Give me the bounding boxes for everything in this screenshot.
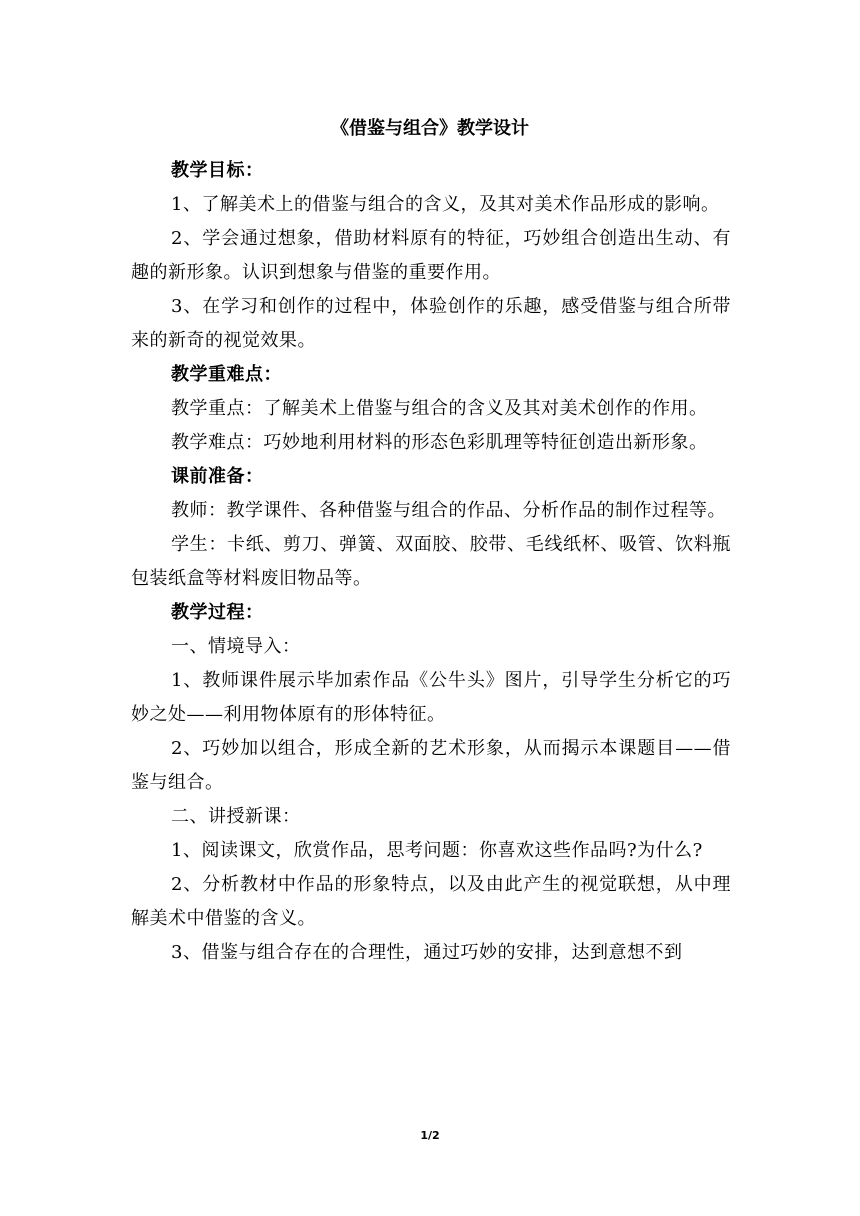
paragraph: 1、阅读课文，欣赏作品，思考问题：你喜欢这些作品吗?为什么? [171, 840, 703, 861]
section-heading: 教学重难点： [171, 364, 282, 385]
section-heading: 教学目标： [171, 160, 264, 181]
paragraph: 二、讲授新课： [171, 806, 301, 827]
paragraph: 教学重点：了解美术上借鉴与组合的含义及其对美术创作的作用。 [171, 398, 708, 419]
document-title: 《借鉴与组合》教学设计 [331, 118, 529, 139]
paragraph: 1、了解美术上的借鉴与组合的含义，及其对美术作品形成的影响。 [171, 194, 720, 215]
paragraph: 2、学会通过想象，借助材料原有的特征，巧妙组合创造出生动、有趣的新形象。认识到想象与借鉴的重要作用。 [131, 228, 731, 283]
paragraph: 教学难点：巧妙地利用材料的形态色彩肌理等特征创造出新形象。 [171, 432, 708, 453]
document-body [131, 154, 731, 970]
page-number: 1/2 [420, 1129, 440, 1142]
paragraph: 2、分析教材中作品的形象特点，以及由此产生的视觉联想，从中理解美术中借鉴的含义。 [131, 874, 731, 929]
paragraph: 1、教师课件展示毕加索作品《公牛头》图片，引导学生分析它的巧妙之处——利用物体原有的形体特征。 [131, 670, 731, 725]
section-heading: 课前准备： [171, 466, 264, 487]
paragraph: 教师：教学课件、各种借鉴与组合的作品、分析作品的制作过程等。 [171, 500, 726, 521]
paragraph: 2、巧妙加以组合，形成全新的艺术形象，从而揭示本课题目——借鉴与组合。 [131, 738, 731, 793]
paragraph: 一、情境导入： [171, 636, 301, 657]
paragraph: 3、借鉴与组合存在的合理性，通过巧妙的安排，达到意想不到 [171, 942, 683, 963]
paragraph: 学生：卡纸、剪刀、弹簧、双面胶、胶带、毛线纸杯、吸管、饮料瓶包装纸盒等材料废旧物品等。 [131, 534, 731, 589]
paragraph: 3、在学习和创作的过程中，体验创作的乐趣，感受借鉴与组合所带来的新奇的视觉效果。 [131, 296, 731, 351]
section-heading: 教学过程： [171, 602, 264, 623]
